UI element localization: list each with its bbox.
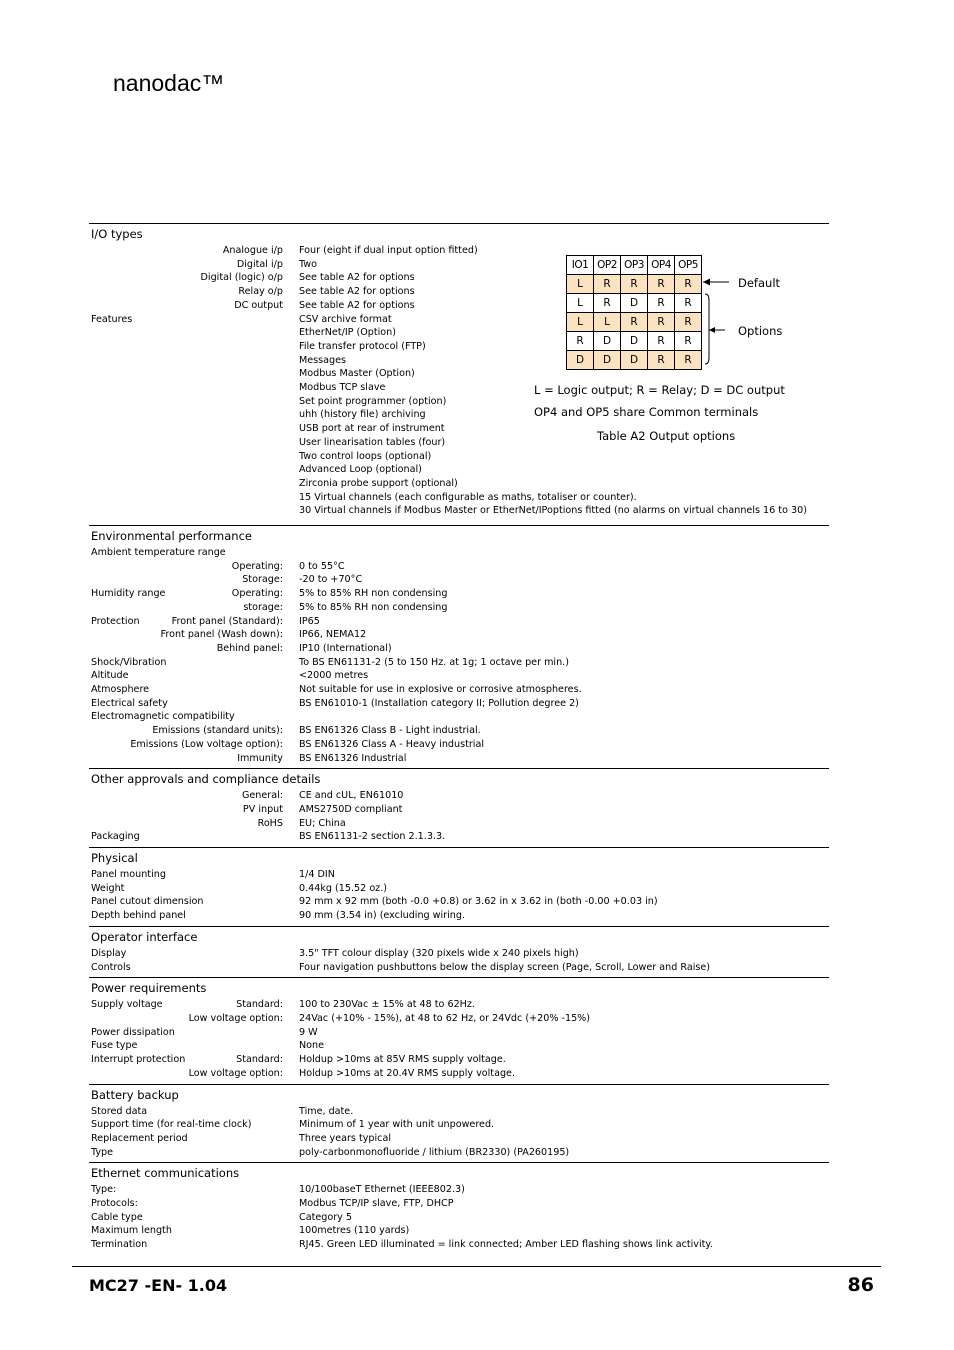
spec-value: 30 Virtual channels if Modbus Master or EtherNet/IPoptions fitted (no alarms on virtual channels 16 to 30) <box>299 505 807 517</box>
table-cell: L <box>567 313 594 332</box>
spec-sublabel-text: Immunity <box>237 752 283 764</box>
spec-row <box>89 738 829 752</box>
spec-value: uhh (history file) archiving <box>299 409 426 421</box>
spec-row <box>89 724 829 738</box>
spec-label <box>89 244 283 258</box>
spec-label-text: Ambient temperature range <box>91 547 226 558</box>
spec-label-text: Panel mounting <box>91 869 166 881</box>
spec-row <box>89 683 829 697</box>
spec-label <box>89 669 283 683</box>
spec-label-text: Display <box>91 947 127 959</box>
spec-label-text: Power dissipation <box>91 1026 175 1038</box>
spec-label <box>89 491 283 505</box>
spec-label <box>89 1039 283 1053</box>
table-legend: L = Logic output; R = Relay; D = DC output <box>534 383 785 397</box>
spec-value: AMS2750D compliant <box>299 803 403 815</box>
table-cell: D <box>594 351 621 370</box>
spec-row <box>89 830 829 844</box>
io-types-section <box>89 223 829 525</box>
spec-row <box>89 463 829 477</box>
spec-label <box>89 436 283 450</box>
table-cell: D <box>621 332 648 351</box>
spec-label-text: Panel cutout dimension <box>91 896 204 908</box>
spec-value: Holdup >10ms at 20.4V RMS supply voltage. <box>299 1067 515 1079</box>
spec-sublabel-text: Emissions (standard units): <box>152 725 283 737</box>
spec-value: -20 to +70°C <box>299 574 363 586</box>
spec-row <box>89 752 829 766</box>
spec-content <box>89 223 829 1255</box>
default-label: Default <box>738 276 781 290</box>
spec-section <box>89 1084 829 1163</box>
spec-value: Holdup >10ms at 85V RMS supply voltage. <box>299 1054 506 1066</box>
table-header-cell: IO1 <box>567 256 594 275</box>
spec-label <box>89 354 283 368</box>
spec-sublabel-text: General: <box>241 790 283 802</box>
spec-label <box>89 724 283 738</box>
section-title: Other approvals and compliance details <box>91 772 321 787</box>
spec-row <box>89 998 829 1012</box>
spec-label-text: Electrical safety <box>91 697 168 709</box>
spec-label <box>89 340 283 354</box>
page-number: 86 <box>847 1274 874 1296</box>
spec-label-text: Maximum length <box>91 1225 172 1237</box>
spec-value: poly-carbonmonofluoride / lithium (BR2330) (PA260195) <box>299 1146 570 1158</box>
spec-value: 9 W <box>299 1026 318 1038</box>
spec-value: 24Vac (+10% - 15%), at 48 to 62 Hz, or 24Vdc (+20% -15%) <box>299 1012 591 1024</box>
table-cell: R <box>621 275 648 294</box>
spec-label <box>89 587 283 601</box>
spec-sublabel-text: Behind panel: <box>216 642 283 654</box>
spec-value: 5% to 85% RH non condensing <box>299 601 448 613</box>
spec-value: IP10 (International) <box>299 642 392 654</box>
spec-label <box>89 422 283 436</box>
spec-label-text: Replacement period <box>91 1132 188 1144</box>
spec-label <box>89 326 283 340</box>
spec-label <box>89 803 283 817</box>
spec-row <box>89 1238 829 1252</box>
spec-value: Four (eight if dual input option fitted) <box>299 245 478 256</box>
table-cell: L <box>567 294 594 313</box>
table-cell: R <box>675 294 702 313</box>
table-note: OP4 and OP5 share Common terminals <box>534 405 759 419</box>
spec-value: Time, date. <box>299 1105 354 1117</box>
spec-sublabel-text: Operating: <box>231 560 283 572</box>
spec-value: RJ45. Green LED illuminated = link connected; Amber LED flashing shows link activity. <box>299 1239 713 1251</box>
spec-sublabel-text: Front panel (Wash down): <box>160 629 283 641</box>
spec-label <box>89 628 283 642</box>
spec-value: Four navigation pushbuttons below the display screen (Page, Scroll, Lower and Raise) <box>299 961 711 973</box>
spec-value: BS EN61010-1 (Installation category II; Pollution degree 2) <box>299 697 579 709</box>
spec-row <box>89 1224 829 1238</box>
table-cell: R <box>675 332 702 351</box>
spec-label-text: Stored data <box>91 1105 148 1117</box>
spec-label <box>89 504 283 518</box>
spec-label <box>89 947 283 961</box>
spec-row <box>89 1012 829 1026</box>
spec-label <box>89 463 283 477</box>
table-cell: D <box>594 332 621 351</box>
spec-sublabel-text: Analogue i/p <box>222 245 283 256</box>
spec-label <box>89 408 283 422</box>
table-cell: R <box>675 313 702 332</box>
spec-value: BS EN61326 Class B - Light industrial. <box>299 725 481 737</box>
spec-row <box>89 817 829 831</box>
spec-value: Set point programmer (option) <box>299 395 447 407</box>
spec-row <box>89 710 829 724</box>
spec-label-text: Support time (for real-time clock) <box>91 1119 252 1131</box>
spec-label <box>89 1183 283 1197</box>
spec-value: <2000 metres <box>299 670 369 682</box>
spec-row <box>89 1053 829 1067</box>
table-header-cell: OP2 <box>594 256 621 275</box>
spec-value: CSV archive format <box>299 313 392 325</box>
section-title: Operator interface <box>91 929 198 944</box>
spec-label <box>89 817 283 831</box>
table-header-cell: OP4 <box>648 256 675 275</box>
spec-label <box>89 656 283 670</box>
spec-value: BS EN61326 Industrial <box>299 752 407 764</box>
spec-label <box>89 895 283 909</box>
spec-value: 90 mm (3.54 in) (excluding wiring. <box>299 910 466 922</box>
spec-label <box>89 1197 283 1211</box>
spec-label-text: Cable type <box>91 1211 143 1223</box>
spec-sublabel-text: Low voltage option: <box>188 1012 283 1024</box>
section-title: Ethernet communications <box>91 1166 240 1181</box>
spec-row <box>89 1183 829 1197</box>
spec-label <box>89 395 283 409</box>
spec-sections <box>89 525 829 1255</box>
spec-row <box>89 477 829 491</box>
spec-label-text: Interrupt protection <box>91 1054 186 1066</box>
spec-row <box>89 1118 829 1132</box>
spec-value: 100metres (110 yards) <box>299 1225 410 1237</box>
spec-label <box>89 367 283 381</box>
table-row <box>567 313 702 332</box>
spec-sublabel-text: Standard: <box>236 999 283 1011</box>
spec-sublabel-text: Storage: <box>242 574 283 586</box>
spec-value: EU; China <box>299 817 346 829</box>
spec-value: See table A2 for options <box>299 286 415 298</box>
spec-label <box>89 1053 283 1067</box>
spec-row <box>89 669 829 683</box>
spec-value: Minimum of 1 year with unit unpowered. <box>299 1119 495 1131</box>
spec-sublabel-text: Front panel (Standard): <box>171 615 283 627</box>
document-id: MC27 -EN- 1.04 <box>89 1276 228 1295</box>
spec-row <box>89 882 829 896</box>
spec-value: Advanced Loop (optional) <box>299 464 422 476</box>
table-row <box>567 275 702 294</box>
spec-section <box>89 525 829 768</box>
spec-row <box>89 697 829 711</box>
footer-divider <box>72 1266 881 1267</box>
spec-sublabel-text: DC output <box>234 299 283 311</box>
spec-label <box>89 683 283 697</box>
spec-section <box>89 926 829 977</box>
spec-label <box>89 1026 283 1040</box>
spec-row <box>89 803 829 817</box>
spec-label <box>89 1105 283 1119</box>
spec-label-text: Atmosphere <box>91 684 150 696</box>
spec-row <box>89 587 829 601</box>
spec-row <box>89 615 829 629</box>
table-cell: D <box>621 294 648 313</box>
spec-row <box>89 1039 829 1053</box>
table-cell: R <box>648 294 675 313</box>
spec-row <box>89 450 829 464</box>
spec-row <box>89 546 829 560</box>
spec-row <box>89 789 829 803</box>
spec-row <box>89 656 829 670</box>
spec-sublabel-text: storage: <box>243 601 283 613</box>
spec-label-text: Humidity range <box>91 588 166 600</box>
spec-label-text: Type <box>91 1146 114 1158</box>
spec-row <box>89 491 829 505</box>
spec-row <box>89 947 829 961</box>
spec-value: User linearisation tables (four) <box>299 436 446 448</box>
table-cell: R <box>621 313 648 332</box>
table-cell: R <box>567 332 594 351</box>
table-cell: L <box>567 275 594 294</box>
spec-value: 15 Virtual channels (each configurable as maths, totaliser or counter). <box>299 491 637 503</box>
spec-row <box>89 573 829 587</box>
table-cell: R <box>648 332 675 351</box>
spec-label-text: Termination <box>91 1239 148 1251</box>
spec-label-text: Controls <box>91 961 131 973</box>
spec-label <box>89 546 283 560</box>
spec-value: Two <box>299 258 317 270</box>
spec-value: File transfer protocol (FTP) <box>299 340 426 352</box>
spec-value: 0 to 55°C <box>299 560 345 572</box>
spec-value: 5% to 85% RH non condensing <box>299 588 448 600</box>
spec-row <box>89 642 829 656</box>
spec-label-text: Fuse type <box>91 1040 138 1052</box>
spec-label <box>89 1146 283 1160</box>
spec-label <box>89 1211 283 1225</box>
spec-value: 1/4 DIN <box>299 869 335 881</box>
spec-row <box>89 1211 829 1225</box>
spec-row <box>89 504 829 518</box>
spec-value: Modbus TCP slave <box>299 382 386 394</box>
spec-label <box>89 738 283 752</box>
spec-sublabel-text: RoHS <box>257 817 283 829</box>
spec-section <box>89 847 829 926</box>
spec-value: 100 to 230Vac ± 15% at 48 to 62Hz. <box>299 999 475 1011</box>
spec-label-text: Altitude <box>91 670 129 682</box>
spec-label <box>89 477 283 491</box>
spec-row <box>89 961 829 975</box>
spec-label <box>89 830 283 844</box>
table-cell: R <box>675 351 702 370</box>
spec-row <box>89 1105 829 1119</box>
spec-label <box>89 573 283 587</box>
spec-row <box>89 868 829 882</box>
spec-row <box>89 1146 829 1160</box>
spec-label <box>89 909 283 923</box>
spec-value: Two control loops (optional) <box>299 450 432 462</box>
spec-label <box>89 882 283 896</box>
spec-label-text: Protection <box>91 615 140 627</box>
spec-value: Category 5 <box>299 1211 352 1223</box>
spec-row <box>89 244 829 258</box>
spec-label <box>89 1012 283 1026</box>
spec-label <box>89 961 283 975</box>
spec-row <box>89 1197 829 1211</box>
spec-label <box>89 1067 283 1081</box>
table-cell: R <box>648 275 675 294</box>
section-title: Environmental performance <box>91 529 252 543</box>
spec-value: Not suitable for use in explosive or corrosive atmospheres. <box>299 684 582 696</box>
spec-label <box>89 697 283 711</box>
table-row <box>567 351 702 370</box>
spec-row <box>89 601 829 615</box>
spec-value: BS EN61326 Class A - Heavy industrial <box>299 738 485 750</box>
spec-label <box>89 998 283 1012</box>
spec-label <box>89 313 283 327</box>
table-cell: L <box>594 313 621 332</box>
spec-label <box>89 615 283 629</box>
bracket-arrows <box>699 276 739 376</box>
table-cell: R <box>594 275 621 294</box>
spec-sublabel-text: Digital (logic) o/p <box>200 272 283 284</box>
table-cell: R <box>648 313 675 332</box>
spec-sublabel-text: Digital i/p <box>236 258 283 270</box>
spec-label <box>89 381 283 395</box>
spec-label <box>89 1118 283 1132</box>
spec-label <box>89 271 283 285</box>
spec-row <box>89 909 829 923</box>
spec-value: None <box>299 1040 325 1052</box>
spec-value: Modbus TCP/IP slave, FTP, DHCP <box>299 1198 454 1210</box>
spec-sublabel-text: Standard: <box>236 1054 283 1066</box>
spec-value: 10/100baseT Ethernet (IEEE802.3) <box>299 1184 465 1196</box>
spec-label-text: Protocols: <box>91 1198 138 1210</box>
section-title: I/O types <box>91 227 143 241</box>
spec-row <box>89 1132 829 1146</box>
spec-label <box>89 601 283 615</box>
spec-sublabel-text: PV input <box>242 803 283 815</box>
spec-value: CE and cUL, EN61010 <box>299 790 404 802</box>
spec-label <box>89 450 283 464</box>
spec-label-text: Weight <box>91 882 125 894</box>
spec-label <box>89 710 283 724</box>
spec-section <box>89 768 829 847</box>
spec-row <box>89 1026 829 1040</box>
spec-value: Zirconia probe support (optional) <box>299 477 458 489</box>
spec-sublabel-text: Emissions (Low voltage option): <box>130 738 283 750</box>
table-cell: R <box>675 275 702 294</box>
spec-sublabel-text: Relay o/p <box>238 286 283 298</box>
document-title: nanodac™ <box>113 70 225 96</box>
spec-value: See table A2 for options <box>299 299 415 311</box>
spec-label <box>89 258 283 272</box>
table-row <box>567 294 702 313</box>
spec-label-text: Depth behind panel <box>91 910 186 922</box>
spec-value: To BS EN61131-2 (5 to 150 Hz. at 1g; 1 octave per min.) <box>299 656 569 668</box>
table-cell: R <box>648 351 675 370</box>
section-title: Power requirements <box>91 981 207 996</box>
table-caption: Table A2 Output options <box>597 429 736 443</box>
table-cell: D <box>567 351 594 370</box>
spec-value: 0.44kg (15.52 oz.) <box>299 882 388 894</box>
spec-sublabel-text: Operating: <box>231 588 283 600</box>
spec-label <box>89 1224 283 1238</box>
spec-value: Three years typical <box>299 1132 391 1144</box>
spec-value: 3.5" TFT colour display (320 pixels wide x 240 pixels high) <box>299 947 579 959</box>
output-options-table <box>566 255 702 370</box>
spec-value: IP66, NEMA12 <box>299 629 367 641</box>
spec-value: Modbus Master (Option) <box>299 368 415 380</box>
spec-label <box>89 752 283 766</box>
spec-label-text: Electromagnetic compatibility <box>91 711 235 723</box>
spec-section <box>89 1162 829 1255</box>
table-header-cell: OP5 <box>675 256 702 275</box>
spec-label-text: Packaging <box>91 831 140 843</box>
spec-label <box>89 642 283 656</box>
spec-label <box>89 1238 283 1252</box>
spec-row <box>89 895 829 909</box>
spec-row <box>89 258 829 272</box>
options-label: Options <box>738 324 783 338</box>
table-row <box>567 332 702 351</box>
table-cell: D <box>621 351 648 370</box>
spec-label <box>89 789 283 803</box>
spec-label <box>89 299 283 313</box>
table-cell: R <box>594 294 621 313</box>
spec-value: BS EN61131-2 section 2.1.3.3. <box>299 831 446 843</box>
spec-value: 92 mm x 92 mm (both -0.0 +0.8) or 3.62 in x 3.62 in (both -0.00 +0.03 in) <box>299 896 658 908</box>
spec-value: Messages <box>299 354 347 366</box>
spec-value: EtherNet/IP (Option) <box>299 327 396 339</box>
spec-label-text: Type: <box>91 1184 117 1196</box>
section-title: Battery backup <box>91 1087 179 1102</box>
spec-label <box>89 285 283 299</box>
section-title: Physical <box>91 851 138 866</box>
spec-label <box>89 560 283 574</box>
spec-label-text: Supply voltage <box>91 999 163 1011</box>
spec-row <box>89 1067 829 1081</box>
spec-label-text: Shock/Vibration <box>91 656 167 668</box>
spec-value: See table A2 for options <box>299 272 415 284</box>
spec-row <box>89 628 829 642</box>
spec-row <box>89 560 829 574</box>
spec-value: IP65 <box>299 615 320 627</box>
spec-label-text: Features <box>91 313 133 325</box>
spec-label <box>89 1132 283 1146</box>
spec-label <box>89 868 283 882</box>
spec-value: USB port at rear of instrument <box>299 423 445 435</box>
table-header-cell: OP3 <box>621 256 648 275</box>
spec-section <box>89 977 829 1083</box>
spec-sublabel-text: Low voltage option: <box>188 1067 283 1079</box>
